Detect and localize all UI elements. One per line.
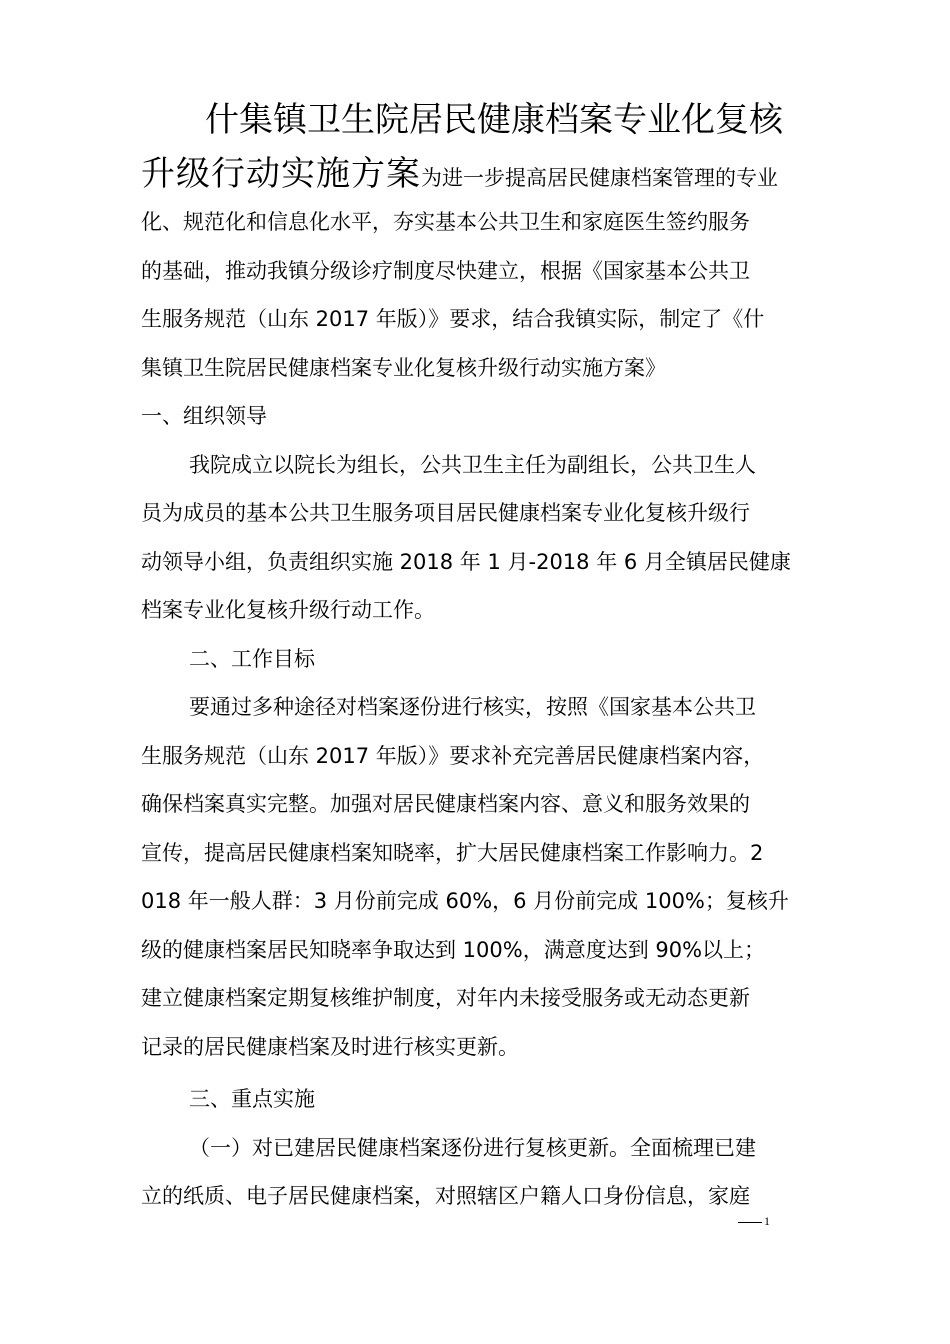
section2-heading: 二、工作目标 xyxy=(189,646,315,671)
section2-line: 要通过多种途径对档案逐份进行核实，按照《国家基本公共卫 xyxy=(189,695,756,719)
page-number: 1 xyxy=(764,1214,770,1228)
section3-heading: 三、重点实施 xyxy=(189,1087,315,1111)
section2-line: 确保档案真实完整。加强对居民健康档案内容、意义和服务效果的 xyxy=(141,792,750,816)
footer-dash xyxy=(738,1222,762,1223)
section2-line: 级的健康档案居民知晓率争取达到 100%，满意度达到 90%以上； xyxy=(141,937,766,962)
section2-line: 宣传，提高居民健康档案知晓率，扩大居民健康档案工作影响力。2 xyxy=(141,840,764,865)
intro-line: 的基础，推动我镇分级诊疗制度尽快建立，根据《国家基本公共卫 xyxy=(141,258,750,283)
document-title-line1: 什集镇卫生院居民健康档案专业化复核 xyxy=(205,100,783,140)
page-footer xyxy=(738,1214,770,1229)
intro-line: 化、规范化和信息化水平，夯实基本公共卫生和家庭医生签约服务 xyxy=(141,210,750,234)
section1-line: 我院成立以院长为组长，公共卫生主任为副组长，公共卫生人 xyxy=(189,452,756,477)
section1-heading: 一、组织领导 xyxy=(141,404,267,428)
section2-line: 建立健康档案定期复核维护制度，对年内未接受服务或无动态更新 xyxy=(141,986,750,1010)
intro-line-0: 为进一步提高居民健康档案管理的专业 xyxy=(421,166,778,190)
section1-line: 档案专业化复核升级行动工作。 xyxy=(141,598,435,622)
intro-line: 生服务规范（山东 2017 年版）》要求，结合我镇实际，制定了《什 xyxy=(141,307,765,331)
section1-line: 动领导小组，负责组织实施 2018 年 1 月-2018 年 6 月全镇居民健康 xyxy=(141,549,791,574)
section3-line: 立的纸质、电子居民健康档案，对照辖区户籍人口身份信息，家庭 xyxy=(141,1184,750,1208)
section3-line: （一）对已建居民健康档案逐份进行复核更新。全面梳理已建 xyxy=(189,1135,756,1160)
document-title-line2: 升级行动实施方案 xyxy=(141,154,421,194)
section2-line: 记录的居民健康档案及时进行核实更新。 xyxy=(141,1034,519,1059)
section2-line: 018 年一般人群：3 月份前完成 60%，6 月份前完成 100%；复核升 xyxy=(141,889,789,913)
intro-line: 集镇卫生院居民健康档案专业化复核升级行动实施方案》 xyxy=(141,355,666,380)
section1-line: 员为成员的基本公共卫生服务项目居民健康档案专业化复核升级行 xyxy=(141,501,750,525)
section2-line: 生服务规范（山东 2017 年版）》要求补充完善居民健康档案内容， xyxy=(141,743,765,768)
title-intro-line xyxy=(141,148,821,200)
document-body xyxy=(141,148,821,1221)
